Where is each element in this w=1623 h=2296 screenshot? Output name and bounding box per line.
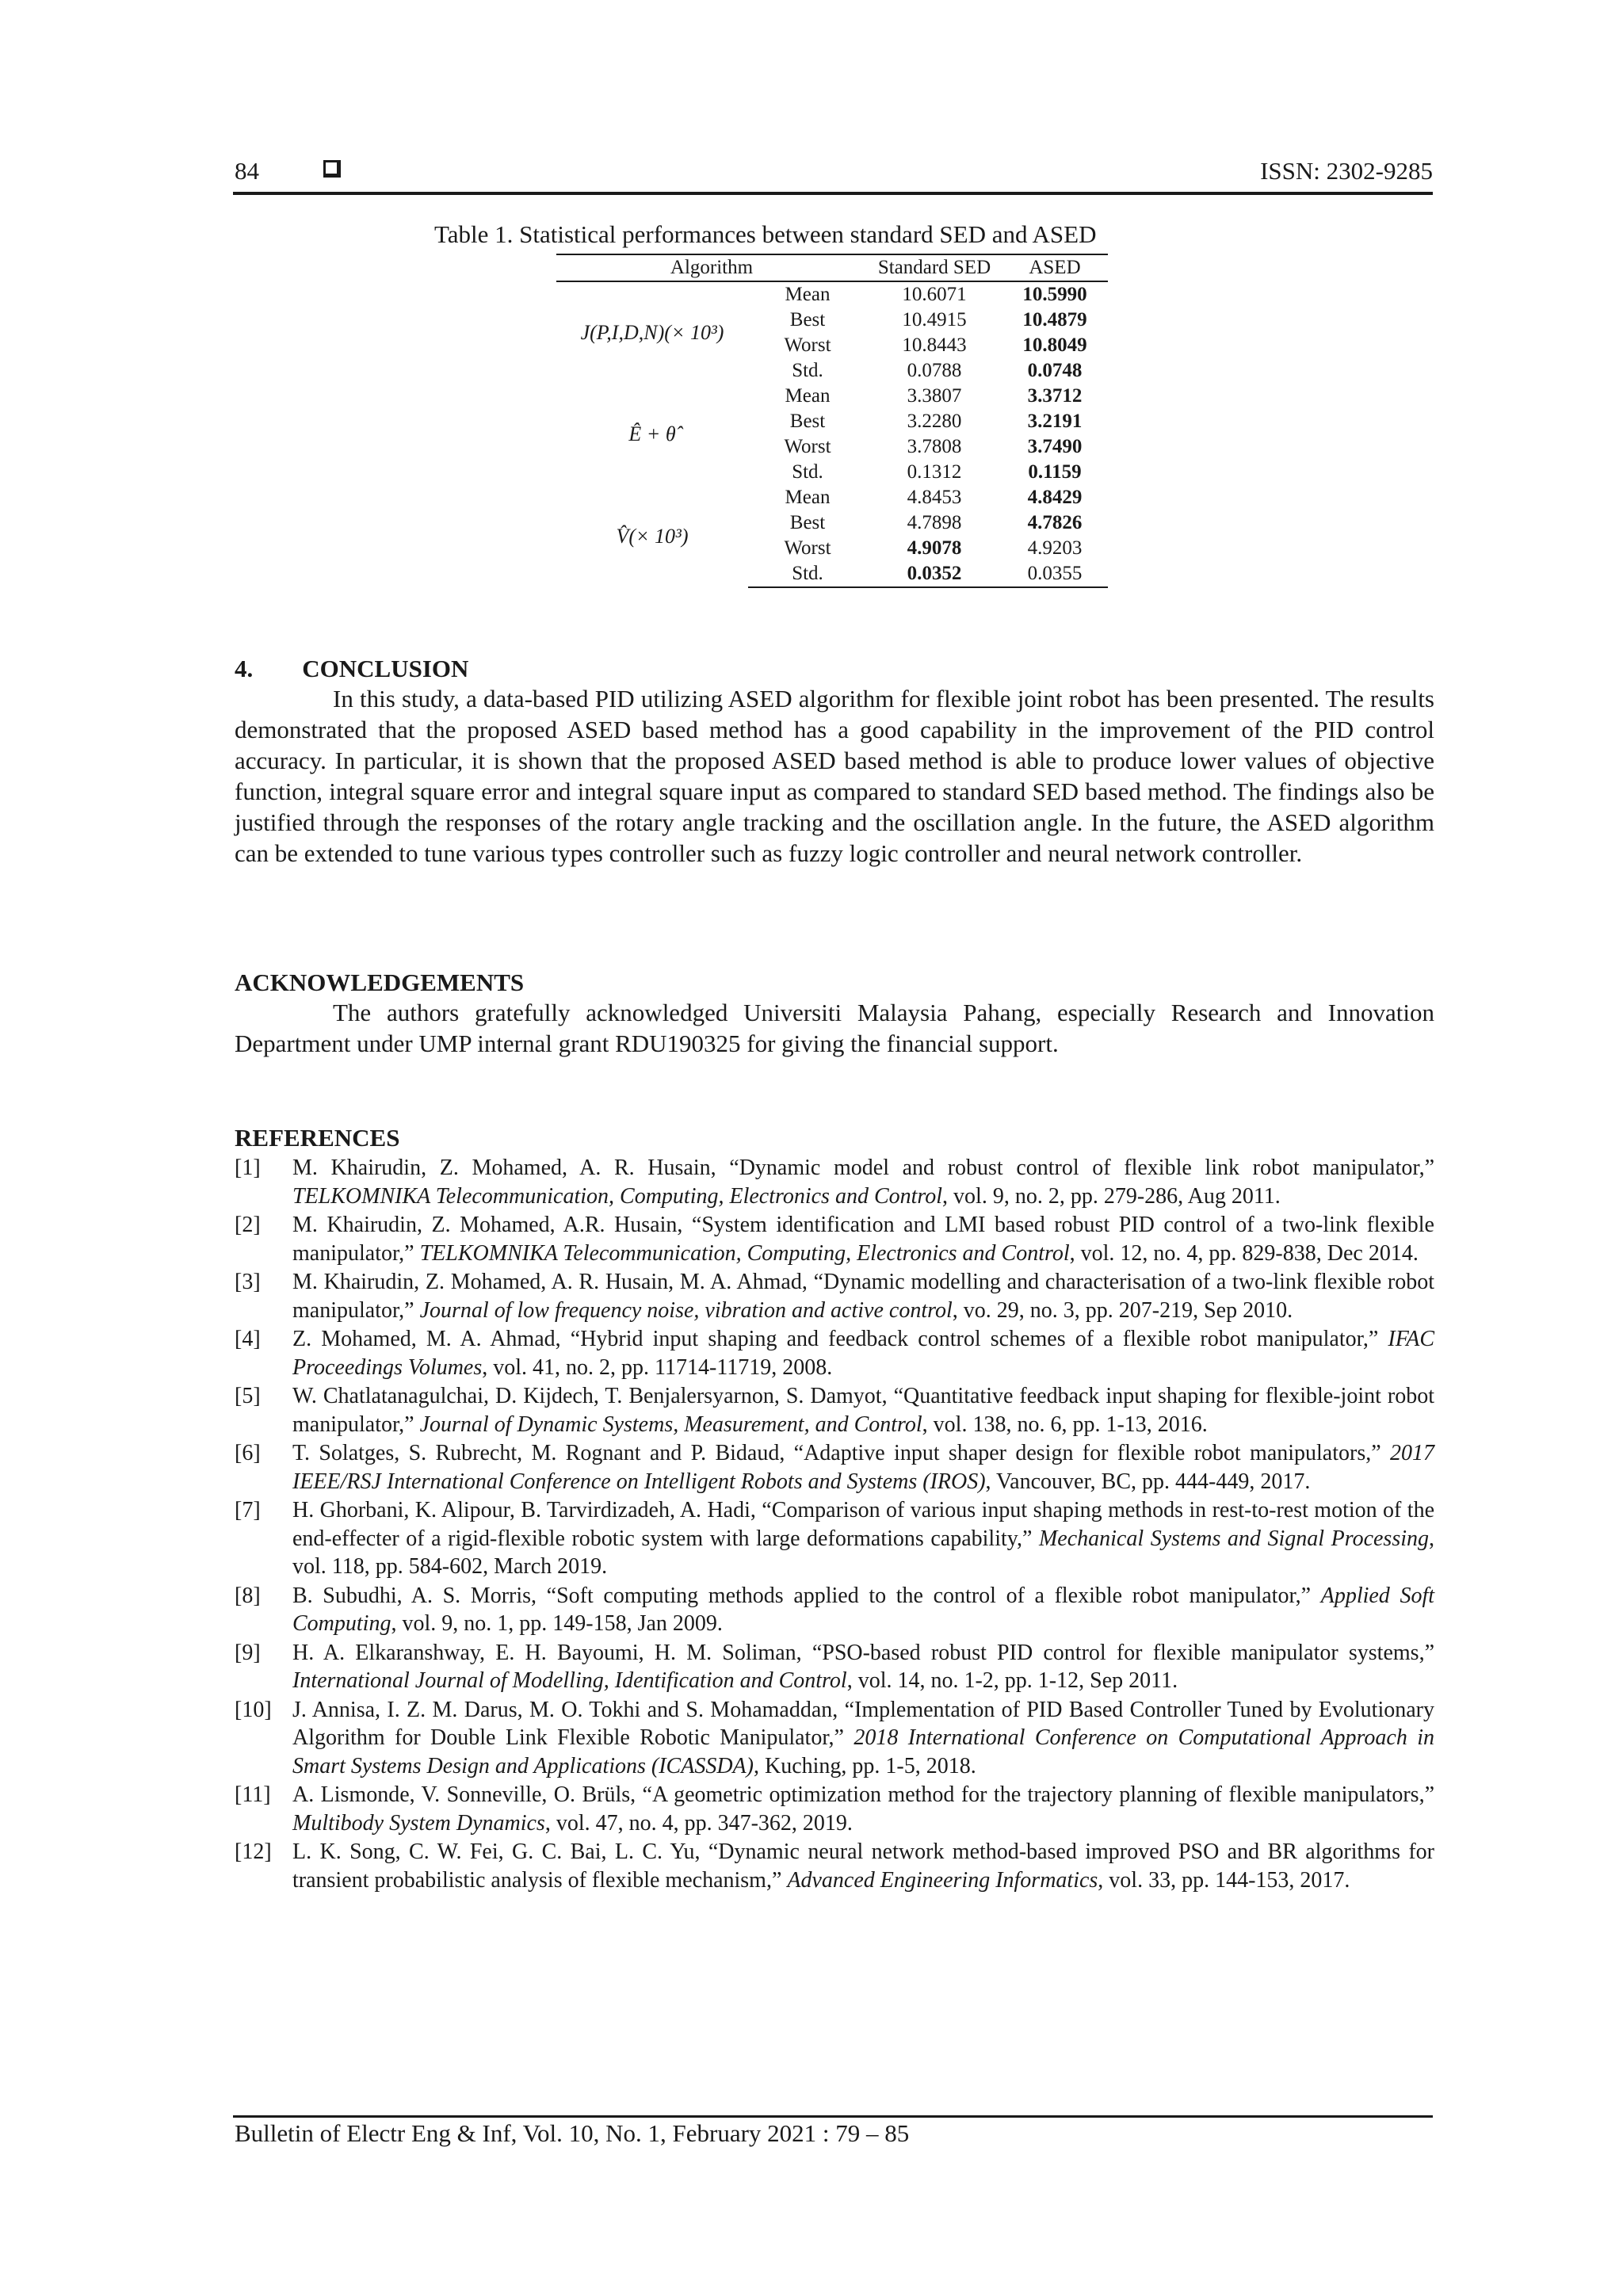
reference-item [235, 1639, 1434, 1695]
references-list [235, 1154, 1434, 1895]
table-group-label: V̂(× 10³) [616, 524, 689, 548]
reference-item [235, 1154, 1434, 1210]
table-row [556, 384, 1108, 409]
reference-details: , vol. 41, no. 2, pp. 11714-11719, 2008. [482, 1354, 833, 1380]
table-caption: Table 1. Statistical performances between standard SED and ASED [434, 220, 1097, 248]
statistics-table [556, 254, 1108, 588]
table-cell-standard-sed: 0.1312 [907, 461, 962, 483]
table-cell-ased: 4.8429 [1027, 487, 1083, 508]
page-number: 84 [235, 157, 259, 185]
reference-text: M. Khairudin, Z. Mohamed, A. R. Husain, M. A. Ahmad, “Dynamic modelling and characterisation of a two-link flexible robot manipulator,” [292, 1270, 1434, 1323]
reference-details: , Vancouver, BC, pp. 444-449, 2017. [985, 1469, 1311, 1494]
reference-number: [6] [235, 1441, 261, 1465]
reference-item [235, 1439, 1434, 1496]
table-body [556, 281, 1108, 587]
reference-venue: Mechanical Systems and Signal Processing [1038, 1526, 1429, 1551]
reference-number: [11] [235, 1782, 271, 1807]
table-group-label: Ê + θ̂ [628, 422, 676, 445]
footer-rule [233, 2115, 1433, 2118]
reference-venue: Journal of low frequency noise, vibration and active control [419, 1297, 953, 1323]
reference-details: , vol. 47, no. 4, pp. 347-362, 2019. [544, 1810, 853, 1836]
table-cell-standard-sed: 4.7898 [907, 512, 962, 533]
reference-number: [3] [235, 1270, 261, 1294]
reference-venue: Advanced Engineering Informatics [787, 1867, 1098, 1893]
reference-details: , vol. 33, pp. 144-153, 2017. [1098, 1867, 1350, 1893]
table-cell-ased: 3.7490 [1027, 436, 1083, 457]
reference-details: , Kuching, pp. 1-5, 2018. [753, 1753, 976, 1778]
table-cell-statistic: Mean [785, 487, 831, 508]
footer-citation: Bulletin of Electr Eng & Inf, Vol. 10, No. 1, February 2021 : 79 – 85 [235, 2119, 910, 2147]
reference-item [235, 1582, 1434, 1638]
reference-number: [8] [235, 1583, 261, 1608]
reference-item [235, 1696, 1434, 1781]
table-cell-standard-sed: 4.8453 [907, 487, 962, 508]
reference-number: [10] [235, 1697, 272, 1722]
table-header-row [556, 254, 1108, 281]
table-cell-statistic: Std. [792, 360, 823, 381]
reference-text: B. Subudhi, A. S. Morris, “Soft computing methods applied to the control of a flexible robot manipulator,” [292, 1583, 1321, 1608]
reference-details: , vo. 29, no. 3, pp. 207-219, Sep 2010. [952, 1297, 1293, 1323]
table-cell-ased: 10.5990 [1022, 284, 1087, 305]
table-cell-statistic: Best [789, 411, 826, 432]
reference-number: [1] [235, 1156, 261, 1180]
table-cell-standard-sed: 3.7808 [907, 436, 962, 457]
reference-item [235, 1268, 1434, 1324]
reference-venue: TELKOMNIKA Telecommunication, Computing, Electronics and Control [419, 1240, 1070, 1266]
table-row [556, 281, 1108, 308]
reference-number: [9] [235, 1640, 261, 1665]
reference-item [235, 1496, 1434, 1581]
references-heading: REFERENCES [235, 1124, 400, 1152]
conclusion-paragraph: In this study, a data-based PID utilizing ASED algorithm for flexible joint robot has been presented. The results demonstrated that the proposed ASED based method has a good capability in the improvement of the PID control accuracy. In particular, it is shown that the proposed ASED based method is able to produce lower values of objective function, integral square error and integral square input as compared to standard SED based method. The findings also be justified through the responses of the rotary angle tracking and the oscillation angle. In the future, the ASED algorithm can be extended to tune various types controller such as fuzzy logic controller and neural network controller. [235, 685, 1434, 867]
reference-details: , vol. 138, no. 6, pp. 1-13, 2016. [922, 1412, 1208, 1437]
table-cell-statistic: Best [789, 512, 826, 533]
reference-number: [2] [235, 1213, 261, 1237]
table-cell-standard-sed: 3.2280 [907, 411, 962, 432]
table-cell-statistic: Best [789, 309, 826, 330]
table-cell-ased: 10.4879 [1022, 309, 1087, 330]
reference-venue: Applied Soft Computing [292, 1583, 1435, 1636]
reference-venue: IFAC Proceedings Volumes [292, 1327, 1434, 1380]
reference-number: [5] [235, 1384, 261, 1408]
reference-text: L. K. Song, C. W. Fei, G. C. Bai, L. C. Yu, “Dynamic neural network method-based improved PSO and BR algorithms for transient probabilistic analysis of flexible mechanism,” [292, 1839, 1434, 1893]
table-header-algorithm: Algorithm [556, 254, 867, 281]
reference-text: H. A. Elkaranshway, E. H. Bayoumi, H. M. Soliman, “PSO-based robust PID control for flexible manipulator systems,” [292, 1640, 1434, 1665]
reference-details: , vol. 9, no. 2, pp. 279-286, Aug 2011. [942, 1183, 1281, 1209]
header-rule [233, 192, 1433, 195]
table-group-label: J(P,I,D,N)(× 10³) [580, 321, 724, 344]
reference-text: W. Chatlatanagulchai, D. Kijdech, T. Benjalersyarnon, S. Damyot, “Quantitative feedback input shaping for flexible-joint robot manipulator,” [292, 1384, 1434, 1437]
table-cell-standard-sed: 10.6071 [902, 284, 967, 305]
table-cell-statistic: Worst [784, 537, 831, 559]
table-cell-statistic: Mean [785, 284, 831, 305]
table-cell-statistic: Std. [748, 561, 867, 587]
reference-text: Z. Mohamed, M. A. Ahmad, “Hybrid input shaping and feedback control schemes of a flexible robot manipulator,” [292, 1327, 1388, 1351]
table-cell-statistic: Worst [784, 334, 831, 356]
reference-venue: Multibody System Dynamics [292, 1810, 545, 1836]
reference-venue: 2018 International Conference on Computational Approach in Smart Systems Design and Applications (ICASSDA) [292, 1725, 1434, 1778]
reference-item [235, 1382, 1434, 1438]
reference-text: M. Khairudin, Z. Mohamed, A. R. Husain, “Dynamic model and robust control of flexible link robot manipulator,” [292, 1156, 1434, 1180]
table-cell-standard-sed: 4.9078 [907, 537, 962, 559]
reference-item [235, 1325, 1434, 1381]
table-cell-standard-sed: 0.0352 [867, 561, 1002, 587]
table-cell-ased: 0.0748 [1027, 360, 1083, 381]
table-header-ased: ASED [1002, 254, 1108, 281]
reference-details: , vol. 12, no. 4, pp. 829-838, Dec 2014. [1069, 1240, 1419, 1266]
reference-venue: 2017 IEEE/RSJ International Conference on Intelligent Robots and Systems (IROS) [292, 1441, 1434, 1494]
table-cell-ased: 4.9203 [1027, 537, 1083, 559]
table-header-standard-sed: Standard SED [867, 254, 1002, 281]
reference-item [235, 1211, 1434, 1267]
acknowledgements-heading: ACKNOWLEDGEMENTS [235, 968, 525, 996]
issn-label: ISSN: 2302-9285 [1260, 157, 1433, 185]
table-cell-statistic: Worst [784, 436, 831, 457]
table-cell-ased: 4.7826 [1027, 512, 1083, 533]
table-row [556, 485, 1108, 510]
conclusion-heading: 4. CONCLUSION [235, 655, 469, 682]
table-cell-statistic: Std. [792, 461, 823, 483]
reference-item [235, 1838, 1434, 1894]
reference-number: [4] [235, 1327, 261, 1351]
table-cell-ased: 3.2191 [1027, 411, 1083, 432]
reference-venue: Journal of Dynamic Systems, Measurement, and Control [419, 1412, 922, 1437]
table-cell-standard-sed: 10.8443 [902, 334, 967, 356]
reference-item [235, 1781, 1434, 1837]
reference-number: [12] [235, 1839, 272, 1864]
table-cell-ased: 0.1159 [1028, 461, 1082, 483]
table-cell-statistic: Mean [785, 385, 831, 407]
reference-text: H. Ghorbani, K. Alipour, B. Tarvirdizadeh, A. Hadi, “Comparison of various input shaping methods in rest-to-rest motion of the end-effecter of a rigid-flexible robotic system with large deformations capability,” [292, 1498, 1434, 1551]
reference-text: M. Khairudin, Z. Mohamed, A.R. Husain, “System identification and LMI based robust PID control of a two-link flexible manipulator,” [292, 1213, 1434, 1266]
table-cell-ased: 0.0355 [1002, 561, 1108, 587]
reference-venue: TELKOMNIKA Telecommunication, Computing, Electronics and Control [292, 1183, 943, 1209]
reference-text: J. Annisa, I. Z. M. Darus, M. O. Tokhi and S. Mohamaddan, “Implementation of PID Based Controller Tuned by Evolutionary Algorithm for Double Link Flexible Robotic Manipulator,” [292, 1697, 1434, 1750]
reference-text: A. Lismonde, V. Sonneville, O. Brüls, “A geometric optimization method for the trajectory planning of flexible manipulators,” [292, 1782, 1434, 1807]
reference-details: , vol. 118, pp. 584-602, March 2019. [292, 1526, 1434, 1579]
table-cell-standard-sed: 3.3807 [907, 385, 962, 407]
reference-text: T. Solatges, S. Rubrecht, M. Rognant and P. Bidaud, “Adaptive input shaper design for flexible robot manipulators,” [292, 1441, 1390, 1465]
table-cell-ased: 10.8049 [1022, 334, 1087, 356]
square-bullet-icon [323, 160, 341, 178]
reference-number: [7] [235, 1498, 261, 1522]
acknowledgements-paragraph: The authors gratefully acknowledged Universiti Malaysia Pahang, especially Research and Innovation Department under UMP internal grant RDU190325 for giving the financial support. [235, 999, 1434, 1057]
table-cell-standard-sed: 10.4915 [902, 309, 967, 330]
reference-details: , vol. 9, no. 1, pp. 149-158, Jan 2009. [391, 1611, 723, 1636]
reference-details: , vol. 14, no. 1-2, pp. 1-12, Sep 2011. [846, 1668, 1178, 1693]
table-cell-standard-sed: 0.0788 [907, 360, 962, 381]
table-cell-ased: 3.3712 [1027, 385, 1083, 407]
reference-venue: International Journal of Modelling, Identification and Control [292, 1668, 847, 1693]
